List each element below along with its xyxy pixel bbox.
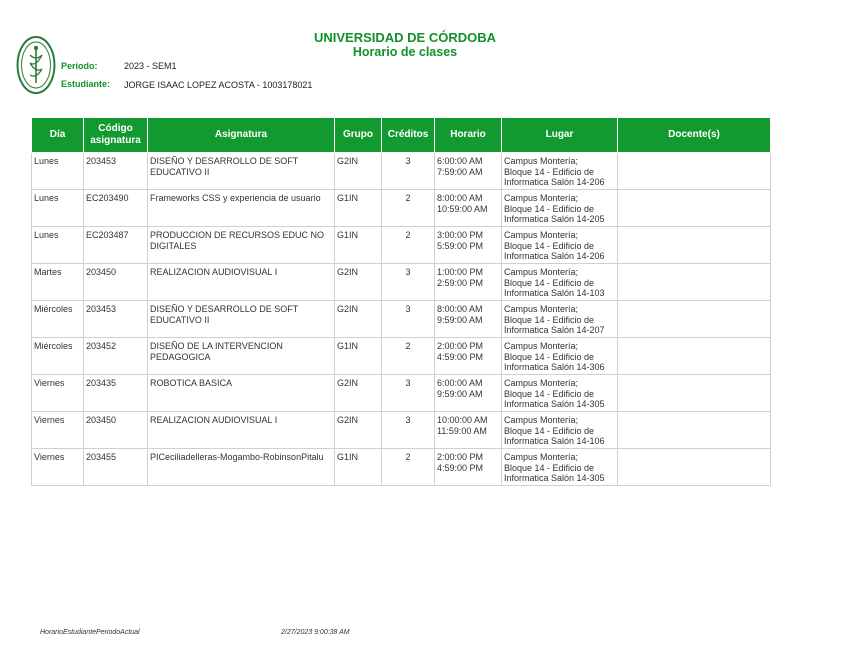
cell-lugar <box>502 412 618 449</box>
page-subtitle: Horario de clases <box>352 45 458 59</box>
cell-asignatura: REALIZACION AUDIOVISUAL I <box>148 412 335 449</box>
horario-inicio: 3:00:00 PM <box>437 230 484 240</box>
lugar-campus: Campus Montería; <box>504 156 579 166</box>
horario-inicio: 6:00:00 AM <box>437 156 483 166</box>
cell-horario <box>435 338 502 375</box>
table-row <box>32 338 771 375</box>
cell-lugar <box>502 338 618 375</box>
cell-horario <box>435 153 502 190</box>
horario-fin: 9:59:00 AM <box>437 314 483 325</box>
cell-grupo: G2IN <box>335 301 382 338</box>
cell-grupo: G1IN <box>335 190 382 227</box>
cell-asignatura: REALIZACION AUDIOVISUAL I <box>148 264 335 301</box>
table-header-row <box>32 118 771 153</box>
cell-asignatura: Frameworks CSS y experiencia de usuario <box>148 190 335 227</box>
horario-fin: 4:59:00 PM <box>437 462 484 473</box>
cell-docente <box>618 190 771 227</box>
table-row <box>32 227 771 264</box>
cell-horario <box>435 412 502 449</box>
lugar-salon: Informatica Salón 14-206 <box>504 251 605 261</box>
lugar-bloque: Bloque 14 - Edificio de <box>504 314 595 325</box>
cell-creditos: 3 <box>382 264 435 301</box>
lugar-campus: Campus Montería; <box>504 193 579 203</box>
cell-asignatura: PICeciliadelleras-Mogambo-RobinsonPitalu <box>148 449 335 486</box>
cell-grupo: G2IN <box>335 264 382 301</box>
cell-codigo: 203452 <box>84 338 148 375</box>
cell-lugar <box>502 153 618 190</box>
cell-codigo: 203455 <box>84 449 148 486</box>
horario-inicio: 2:00:00 PM <box>437 341 484 351</box>
cell-asignatura: DISEÑO DE LA INTERVENCION PEDAGOGICA <box>148 338 335 375</box>
cell-asignatura: DISEÑO Y DESARROLLO DE SOFT EDUCATIVO II <box>148 153 335 190</box>
table-row <box>32 449 771 486</box>
column-header-grupo: Grupo <box>335 118 382 153</box>
cell-creditos: 3 <box>382 375 435 412</box>
cell-dia: Lunes <box>32 190 84 227</box>
lugar-salon: Informatica Salón 14-205 <box>504 214 605 224</box>
cell-grupo: G1IN <box>335 338 382 375</box>
table-row <box>32 153 771 190</box>
horario-fin: 7:59:00 AM <box>437 166 483 177</box>
table-row <box>32 301 771 338</box>
cell-grupo: G1IN <box>335 227 382 264</box>
horario-inicio: 2:00:00 PM <box>437 452 484 462</box>
horario-inicio: 1:00:00 PM <box>437 267 484 277</box>
cell-asignatura: DISEÑO Y DESARROLLO DE SOFT EDUCATIVO II <box>148 301 335 338</box>
lugar-bloque: Bloque 14 - Edificio de <box>504 277 595 288</box>
cell-codigo: 203453 <box>84 301 148 338</box>
horario-fin: 9:59:00 AM <box>437 388 483 399</box>
cell-dia: Lunes <box>32 153 84 190</box>
lugar-bloque: Bloque 14 - Edificio de <box>504 240 595 251</box>
cell-lugar <box>502 449 618 486</box>
cell-lugar <box>502 264 618 301</box>
cell-creditos: 2 <box>382 449 435 486</box>
table-row <box>32 375 771 412</box>
horario-inicio: 6:00:00 AM <box>437 378 483 388</box>
lugar-campus: Campus Montería; <box>504 378 579 388</box>
cell-docente <box>618 153 771 190</box>
estudiante-label: Estudiante: <box>61 79 111 89</box>
schedule-table <box>31 117 771 486</box>
cell-creditos: 3 <box>382 301 435 338</box>
cell-asignatura: PRODUCCION DE RECURSOS EDUC NO DIGITALES <box>148 227 335 264</box>
lugar-salon: Informatica Salón 14-305 <box>504 473 605 483</box>
cell-creditos: 2 <box>382 227 435 264</box>
lugar-bloque: Bloque 14 - Edificio de <box>504 388 595 399</box>
cell-lugar <box>502 227 618 264</box>
table-row <box>32 190 771 227</box>
cell-dia: Miércoles <box>32 301 84 338</box>
column-header-creditos: Créditos <box>382 118 435 153</box>
cell-docente <box>618 449 771 486</box>
cell-codigo: 203450 <box>84 412 148 449</box>
column-header-codigo: Código asignatura <box>84 118 148 153</box>
cell-horario <box>435 190 502 227</box>
cell-codigo: 203435 <box>84 375 148 412</box>
lugar-salon: Informatica Salón 14-103 <box>504 288 605 298</box>
cell-docente <box>618 227 771 264</box>
cell-dia: Viernes <box>32 375 84 412</box>
estudiante-value: JORGE ISAAC LOPEZ ACOSTA - 1003178021 <box>124 80 313 90</box>
horario-inicio: 10:00:00 AM <box>437 415 488 425</box>
cell-lugar <box>502 375 618 412</box>
cell-docente <box>618 301 771 338</box>
cell-creditos: 3 <box>382 153 435 190</box>
lugar-salon: Informatica Salón 14-305 <box>504 399 605 409</box>
cell-lugar <box>502 190 618 227</box>
cell-creditos: 3 <box>382 412 435 449</box>
cell-dia: Viernes <box>32 412 84 449</box>
horario-inicio: 8:00:00 AM <box>437 193 483 203</box>
cell-grupo: G1IN <box>335 449 382 486</box>
lugar-bloque: Bloque 14 - Edificio de <box>504 351 595 362</box>
footer-timestamp: 2/27/2023 9:00:38 AM <box>281 629 350 636</box>
column-header-horario: Horario <box>435 118 502 153</box>
footer-report-name: HorarioEstudiantePeriodoActual <box>40 629 140 636</box>
lugar-campus: Campus Montería; <box>504 267 579 277</box>
cell-dia: Martes <box>32 264 84 301</box>
cell-codigo: 203450 <box>84 264 148 301</box>
university-title: UNIVERSIDAD DE CÓRDOBA <box>313 30 496 45</box>
horario-fin: 2:59:00 PM <box>437 277 484 288</box>
lugar-campus: Campus Montería; <box>504 341 579 351</box>
table-row <box>32 412 771 449</box>
lugar-salon: Informatica Salón 14-206 <box>504 177 605 187</box>
periodo-label: Periodo: <box>61 61 98 71</box>
lugar-campus: Campus Montería; <box>504 415 579 425</box>
lugar-bloque: Bloque 14 - Edificio de <box>504 166 595 177</box>
lugar-bloque: Bloque 14 - Edificio de <box>504 425 595 436</box>
cell-horario <box>435 449 502 486</box>
cell-dia: Miércoles <box>32 338 84 375</box>
column-header-docentes: Docente(s) <box>618 118 771 153</box>
horario-fin: 11:59:00 AM <box>437 425 487 436</box>
cell-dia: Viernes <box>32 449 84 486</box>
horario-fin: 10:59:00 AM <box>437 203 488 214</box>
cell-horario <box>435 227 502 264</box>
cell-codigo: EC203487 <box>84 227 148 264</box>
cell-asignatura: ROBOTICA BASICA <box>148 375 335 412</box>
lugar-campus: Campus Montería; <box>504 230 579 240</box>
cell-docente <box>618 264 771 301</box>
column-header-asignatura: Asignatura <box>148 118 335 153</box>
cell-horario <box>435 301 502 338</box>
cell-grupo: G2IN <box>335 412 382 449</box>
lugar-campus: Campus Montería; <box>504 304 579 314</box>
cell-codigo: 203453 <box>84 153 148 190</box>
column-header-dia: Día <box>32 118 84 153</box>
lugar-bloque: Bloque 14 - Edificio de <box>504 462 595 473</box>
cell-docente <box>618 338 771 375</box>
lugar-salon: Informatica Salón 14-207 <box>504 325 605 335</box>
horario-inicio: 8:00:00 AM <box>437 304 483 314</box>
lugar-salon: Informatica Salón 14-306 <box>504 362 605 372</box>
lugar-bloque: Bloque 14 - Edificio de <box>504 203 595 214</box>
cell-lugar <box>502 301 618 338</box>
horario-fin: 4:59:00 PM <box>437 351 484 362</box>
column-header-lugar: Lugar <box>502 118 618 153</box>
lugar-salon: Informatica Salón 14-106 <box>504 436 605 446</box>
table-row <box>32 264 771 301</box>
cell-dia: Lunes <box>32 227 84 264</box>
cell-codigo: EC203490 <box>84 190 148 227</box>
cell-creditos: 2 <box>382 190 435 227</box>
cell-docente <box>618 375 771 412</box>
lugar-campus: Campus Montería; <box>504 452 579 462</box>
cell-horario <box>435 375 502 412</box>
horario-fin: 5:59:00 PM <box>437 240 484 251</box>
cell-docente <box>618 412 771 449</box>
cell-grupo: G2IN <box>335 375 382 412</box>
cell-grupo: G2IN <box>335 153 382 190</box>
cell-creditos: 2 <box>382 338 435 375</box>
periodo-value: 2023 - SEM1 <box>124 61 177 71</box>
cell-horario <box>435 264 502 301</box>
